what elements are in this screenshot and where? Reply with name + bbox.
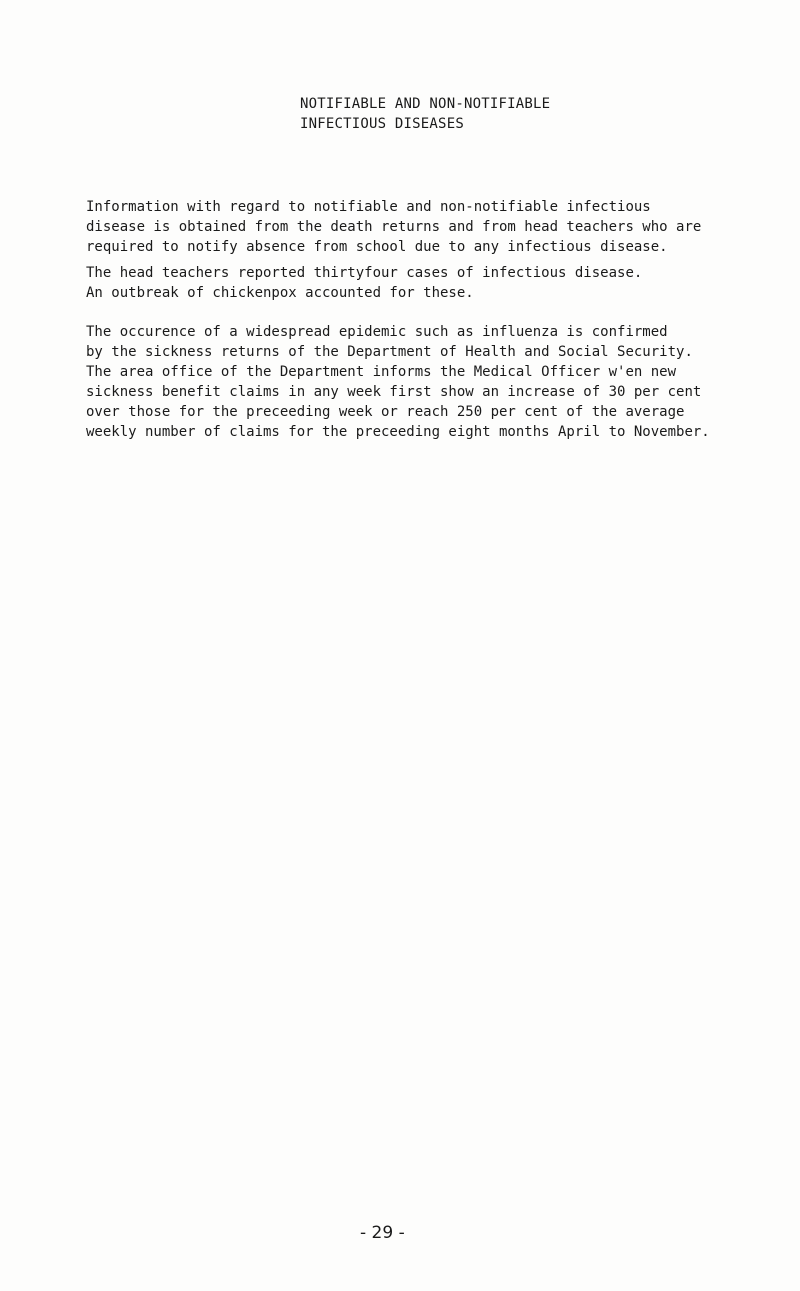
text-line: sickness benefit claims in any week first show an increase of 30 per cent <box>86 384 702 400</box>
paragraph-epidemic-confirmation <box>86 322 710 442</box>
text-line: by the sickness returns of the Department of Health and Social Security. <box>86 344 693 360</box>
text-line: weekly number of claims for the preceeding eight months April to November. <box>86 424 710 440</box>
text-line: over those for the preceeding week or reach 250 per cent of the average <box>86 404 685 420</box>
page-number: - 29 - <box>360 1223 405 1243</box>
text-line: The area office of the Department informs the Medical Officer w'en new <box>86 364 677 380</box>
text-line: The head teachers reported thirtyfour cases of infectious disease. <box>86 265 643 281</box>
text-line: The occurence of a widespread epidemic such as influenza is confirmed <box>86 324 668 340</box>
text-line: Information with regard to notifiable and non-notifiable infectious <box>86 199 651 215</box>
heading-line-2: INFECTIOUS DISEASES <box>300 116 464 132</box>
text-line: disease is obtained from the death returns and from head teachers who are <box>86 219 702 235</box>
heading-line-1: NOTIFIABLE AND NON-NOTIFIABLE <box>300 96 551 112</box>
page-heading <box>300 94 550 134</box>
text-line: An outbreak of chickenpox accounted for these. <box>86 285 474 301</box>
paragraph-information-sources <box>86 197 701 257</box>
paragraph-head-teacher-reports <box>86 263 642 303</box>
text-line: required to notify absence from school due to any infectious disease. <box>86 239 668 255</box>
